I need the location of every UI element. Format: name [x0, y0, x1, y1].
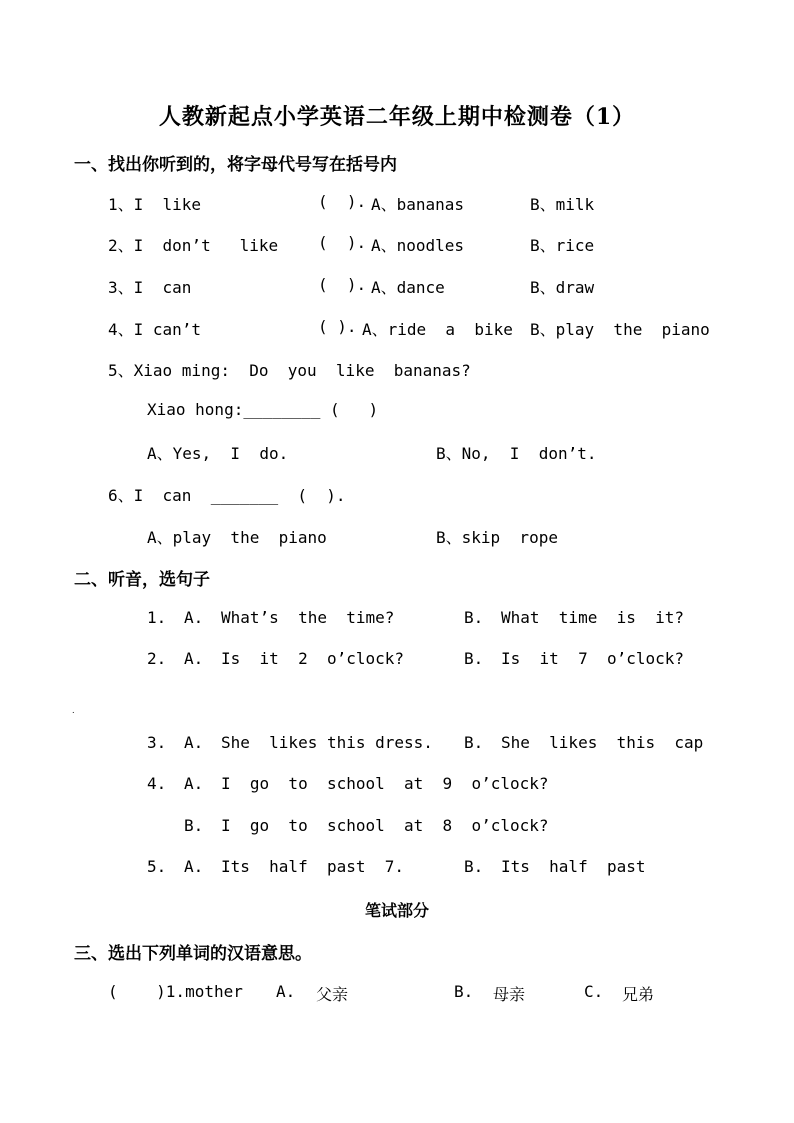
s2-q2-num: 2.: [147, 649, 167, 668]
section1-heading: 一、找出你听到的，将字母代号写在括号内: [74, 155, 397, 175]
s2-q4-option-b: I go to school at 8 o’clock?: [221, 816, 549, 835]
s1-q5-option-a: A、Yes, I do.: [147, 444, 289, 463]
s3-q1-paren: ( )1.mother: [108, 982, 243, 1001]
s1-q1-option-b: B、milk: [530, 195, 595, 214]
s1-q3-option-b: B、draw: [530, 278, 595, 297]
s3-q1-c-label: C.: [584, 982, 604, 1001]
s2-q3-a-label: A.: [184, 733, 204, 752]
s1-q1-option-a: A、bananas: [371, 195, 465, 214]
section2-heading: 二、听音，选句子: [74, 570, 210, 590]
s2-q4-b-label: B.: [184, 816, 204, 835]
s2-q1-option-a: What’s the time?: [221, 608, 395, 627]
s2-q1-num: 1.: [147, 608, 167, 627]
s2-q5-option-b: Its half past: [501, 857, 646, 876]
s1-q3-paren: ( ).: [318, 275, 367, 294]
s1-q4-option-b: B、play the piano: [530, 320, 710, 339]
written-part-heading: 笔试部分: [364, 901, 429, 920]
s2-q1-b-label: B.: [464, 608, 484, 627]
s1-q6-option-b: B、skip rope: [436, 528, 558, 547]
s2-q3-option-b: She likes this cap: [501, 733, 704, 752]
s3-q1-option-a: 父亲: [316, 985, 349, 1004]
s1-q2-paren: ( ).: [318, 233, 367, 252]
s3-q1-option-b: 母亲: [493, 985, 526, 1004]
s1-q1-stem: 1、I like: [108, 195, 202, 214]
s1-q4-option-a: A、ride a bike: [362, 320, 513, 339]
s2-q5-b-label: B.: [464, 857, 484, 876]
s1-q2-option-a: A、noodles: [371, 236, 465, 255]
s2-q4-num: 4.: [147, 774, 167, 793]
s1-q1-paren: ( ).: [318, 192, 367, 211]
s2-q3-num: 3.: [147, 733, 167, 752]
s3-q1-a-label: A.: [276, 982, 296, 1001]
s1-q3-stem: 3、I can: [108, 278, 192, 297]
s2-q4-option-a: I go to school at 9 o’clock?: [221, 774, 549, 793]
s2-q5-option-a: Its half past 7.: [221, 857, 405, 876]
s2-q2-b-label: B.: [464, 649, 484, 668]
s3-q1-option-c: 兄弟: [622, 985, 655, 1004]
s1-q2-stem: 2、I don’t like: [108, 236, 279, 255]
s1-q6-stem: 6、I can _______ ( ).: [108, 486, 346, 505]
s2-q2-option-a: Is it 2 o’clock?: [221, 649, 405, 668]
s2-q3-b-label: B.: [464, 733, 484, 752]
s1-q5-reply: Xiao hong:________ ( ): [147, 400, 379, 419]
s1-q4-stem: 4、I can’t: [108, 320, 202, 339]
s2-q1-a-label: A.: [184, 608, 204, 627]
s2-q2-a-label: A.: [184, 649, 204, 668]
s2-q5-a-label: A.: [184, 857, 204, 876]
s1-q5-option-b: B、No, I don’t.: [436, 444, 597, 463]
s2-q1-option-b: What time is it?: [501, 608, 685, 627]
s3-q1-b-label: B.: [454, 982, 474, 1001]
s2-q5-num: 5.: [147, 857, 167, 876]
s1-q6-option-a: A、play the piano: [147, 528, 327, 547]
s2-q3-option-a: She likes this dress.: [221, 733, 433, 752]
s2-q4-a-label: A.: [184, 774, 204, 793]
s1-q3-option-a: A、dance: [371, 278, 445, 297]
page-title: 人教新起点小学英语二年级上期中检测卷（1）: [158, 104, 636, 130]
s1-q4-paren: ( ).: [318, 317, 357, 336]
s1-q2-option-b: B、rice: [530, 236, 595, 255]
s2-q2-option-b: Is it 7 o’clock?: [501, 649, 685, 668]
section3-heading: 三、选出下列单词的汉语意思。: [74, 944, 312, 964]
s1-q5-stem: 5、Xiao ming: Do you like bananas?: [108, 361, 471, 380]
stray-dot: .: [72, 706, 75, 715]
